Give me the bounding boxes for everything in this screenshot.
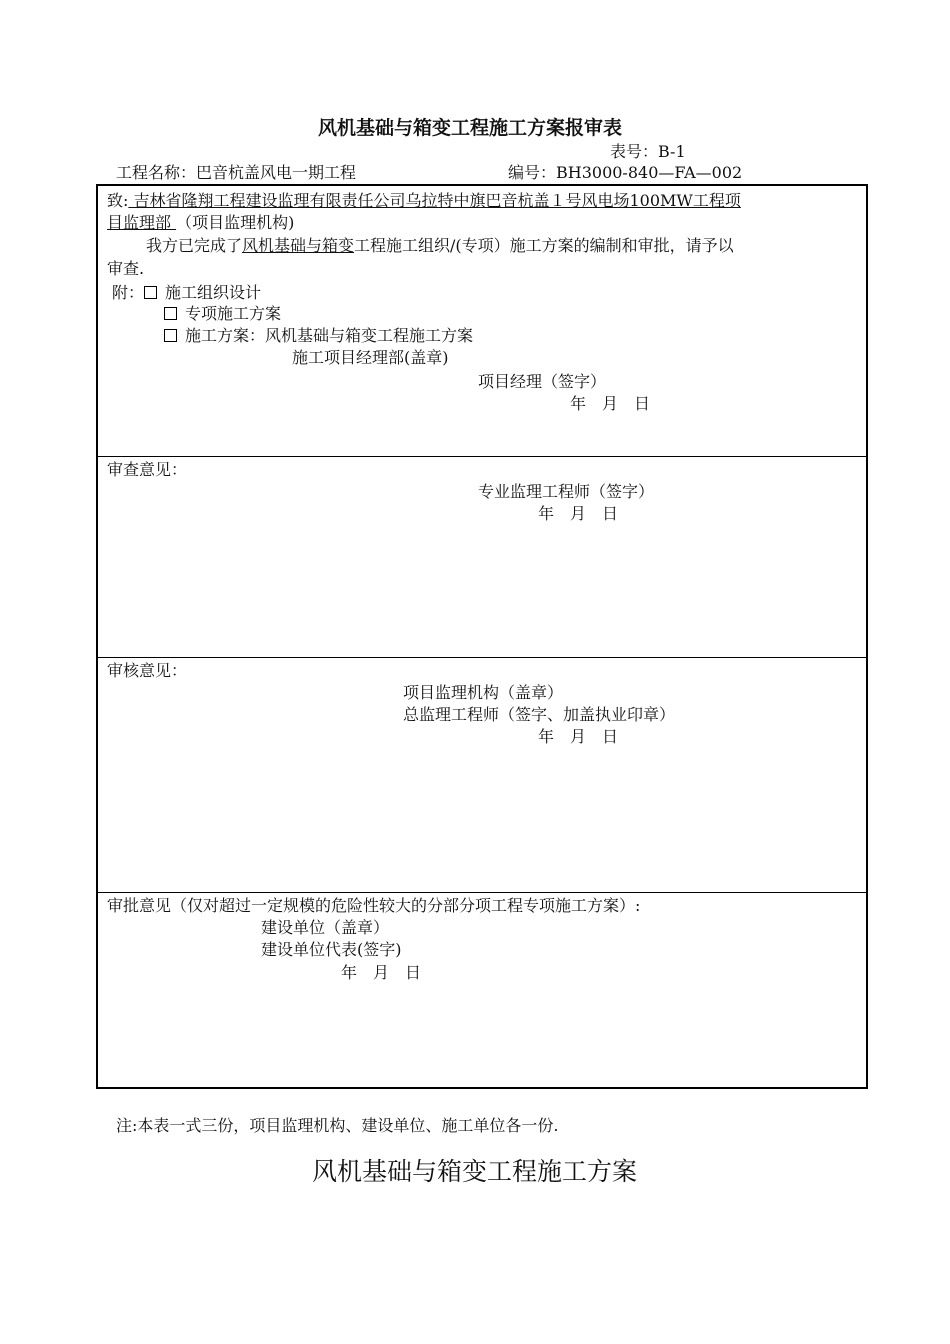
document-heading: 风机基础与箱变工程施工方案 [312,1157,638,1186]
addressee-org-2: 目监理部 [107,213,177,232]
divider [98,657,866,658]
attachment-text-3: 施工方案：风机基础与箱变工程施工方案 [185,326,474,345]
section1-date: 年 月 日 [570,394,651,413]
section3-date: 年 月 日 [538,727,619,746]
attachment-item-2 [164,304,281,324]
attachment-label: 附： [112,283,145,302]
addressee-line-2 [107,213,294,233]
checkbox-icon [164,329,177,342]
owner-seal: 建设单位（盖章） [261,918,390,937]
addressee-org-1: 吉林省隆翔工程建设监理有限责任公司乌拉特中旗巴音杭盖１号风电场100MW工程项 [128,191,741,210]
audit-opinion-label: 审核意见： [107,661,188,680]
owner-representative: 建设单位代表(签字) [261,940,402,959]
form-note: 注:本表一式三份，项目监理机构、建设单位、施工单位各一份. [116,1116,559,1135]
manager-signature: 项目经理（签字） [478,372,607,391]
attachment-item-3 [164,326,473,346]
checkbox-icon [164,307,177,320]
form-number: 表号：B-1 [610,142,686,161]
contractor-seal: 施工项目经理部(盖章) [292,348,449,367]
checkbox-icon [144,286,157,299]
request-body-subject: 风机基础与箱变 [242,236,355,255]
addressee-prefix: 致: [107,191,129,210]
serial-number: 编号：BH3000-840—FA—002 [508,163,743,182]
request-body-line-2: 审查. [107,259,145,278]
supervision-org-seal: 项目监理机构（盖章） [403,683,564,702]
attachment-text-2: 专项施工方案 [185,304,282,323]
chief-engineer-signature: 总监理工程师（签字、加盖执业印章） [403,705,676,724]
review-opinion-label: 审查意见： [107,460,188,479]
addressee-line-1 [107,191,741,211]
engineer-signature: 专业监理工程师（签字） [478,482,655,501]
approval-opinion-label: 审批意见（仅对超过一定规模的危险性较大的分部分项工程专项施工方案）: [107,896,641,915]
review-form-table [96,184,868,1089]
request-body-post: 工程施工组织/(专项）施工方案的编制和审批，请予以 [354,236,734,255]
attachment-item-1 [112,283,261,303]
addressee-suffix: （项目监理机构) [176,213,295,232]
request-body-line-1 [146,236,734,256]
attachment-text-1: 施工组织设计 [165,283,262,302]
divider [98,892,866,893]
section2-date: 年 月 日 [538,504,619,523]
section4-date: 年 月 日 [341,963,422,982]
request-body-pre: 我方已完成了 [146,236,243,255]
form-title: 风机基础与箱变工程施工方案报审表 [318,117,623,139]
project-name: 工程名称：巴音杭盖风电一期工程 [116,163,357,182]
divider [98,456,866,457]
